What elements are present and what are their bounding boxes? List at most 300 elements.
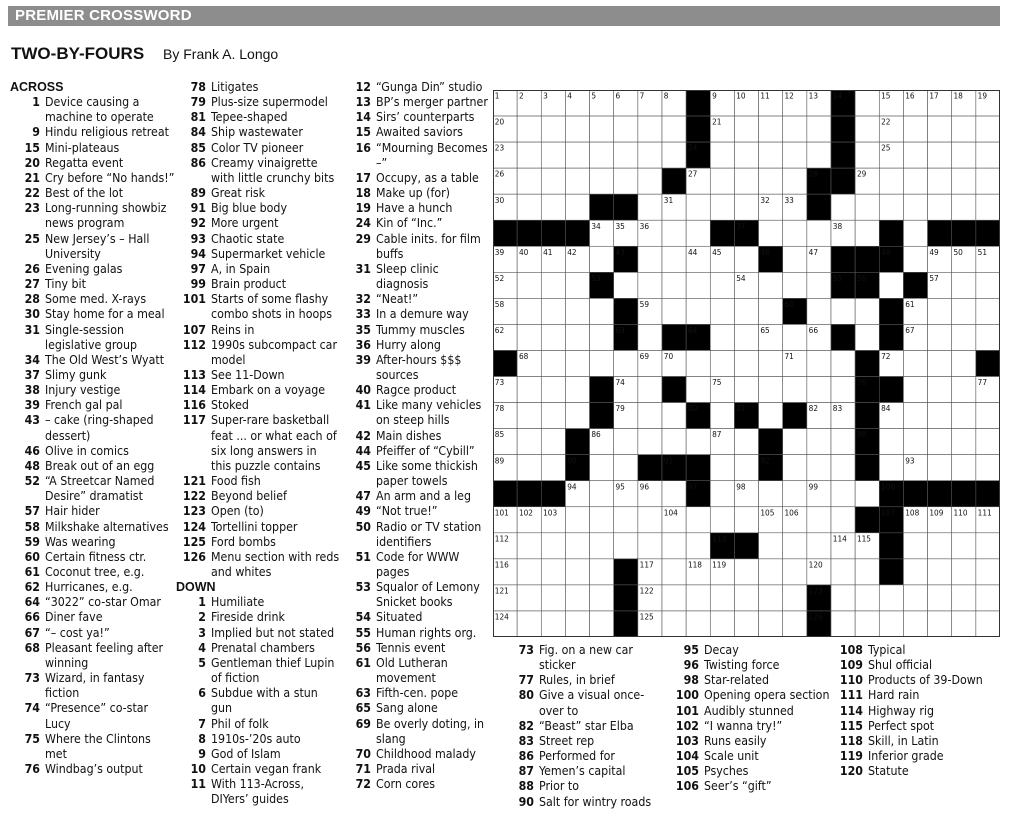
clue-text: Hurry along: [376, 337, 441, 352]
grid-cell[interactable]: [759, 116, 783, 142]
grid-cell[interactable]: [638, 533, 662, 559]
grid-cell[interactable]: [879, 455, 903, 481]
grid-cell[interactable]: [976, 559, 1000, 585]
grid-cell[interactable]: [710, 350, 734, 376]
grid-cell[interactable]: [541, 272, 565, 298]
grid-cell[interactable]: [759, 168, 783, 194]
grid-cell[interactable]: [565, 403, 589, 429]
grid-cell[interactable]: [638, 194, 662, 220]
clue-number: 64: [24, 595, 40, 610]
grid-cell[interactable]: [928, 455, 952, 481]
clue-text: Audibly stunned: [704, 703, 794, 718]
grid-cell[interactable]: [541, 116, 565, 142]
grid-cell[interactable]: [783, 377, 807, 403]
grid-cell[interactable]: [517, 611, 541, 637]
grid-cell[interactable]: [976, 194, 1000, 220]
grid-cell[interactable]: [928, 194, 952, 220]
grid-cell[interactable]: [831, 585, 855, 611]
grid-block: [879, 324, 903, 350]
grid-cell[interactable]: [734, 455, 758, 481]
grid-cell[interactable]: [783, 533, 807, 559]
grid-cell[interactable]: [590, 298, 614, 324]
grid-cell[interactable]: [565, 611, 589, 637]
grid-cell[interactable]: [686, 533, 710, 559]
grid-cell[interactable]: [903, 116, 927, 142]
grid-cell[interactable]: [759, 220, 783, 246]
grid-cell[interactable]: [855, 611, 879, 637]
grid-cell[interactable]: [734, 559, 758, 585]
grid-cell[interactable]: [783, 142, 807, 168]
grid-cell[interactable]: [855, 116, 879, 142]
grid-cell[interactable]: [590, 142, 614, 168]
grid-cell[interactable]: [976, 533, 1000, 559]
clue-text: Subdue with a stun gun: [211, 686, 318, 716]
clue-item: [176, 398, 340, 413]
grid-cell[interactable]: [879, 194, 903, 220]
grid-cell[interactable]: [831, 455, 855, 481]
grid-cell[interactable]: [734, 168, 758, 194]
grid-cell[interactable]: [855, 220, 879, 246]
grid-cell[interactable]: [710, 481, 734, 507]
grid-cell[interactable]: [976, 272, 1000, 298]
grid-cell[interactable]: [759, 533, 783, 559]
grid-cell[interactable]: [952, 559, 976, 585]
grid-cell[interactable]: [541, 377, 565, 403]
grid-cell[interactable]: [831, 350, 855, 376]
grid-cell[interactable]: [638, 116, 662, 142]
clue-item: [176, 595, 340, 610]
grid-block: [976, 481, 1000, 507]
grid-cell[interactable]: [662, 481, 686, 507]
grid-cell[interactable]: [517, 168, 541, 194]
grid-cell[interactable]: [541, 324, 565, 350]
grid-cell[interactable]: [855, 90, 879, 116]
grid-cell[interactable]: [686, 611, 710, 637]
grid-cell[interactable]: [541, 533, 565, 559]
grid-cell[interactable]: [783, 220, 807, 246]
grid-cell[interactable]: [952, 116, 976, 142]
grid-cell[interactable]: [590, 246, 614, 272]
grid-cell[interactable]: [903, 533, 927, 559]
grid-cell[interactable]: [517, 272, 541, 298]
grid-cell[interactable]: [614, 272, 638, 298]
clue-text: Slimy gunk: [45, 367, 107, 382]
grid-cell[interactable]: [614, 455, 638, 481]
grid-cell[interactable]: [541, 585, 565, 611]
grid-cell[interactable]: [903, 194, 927, 220]
grid-cell[interactable]: [710, 194, 734, 220]
grid-cell[interactable]: [807, 298, 831, 324]
grid-cell[interactable]: [759, 142, 783, 168]
grid-cell[interactable]: [783, 481, 807, 507]
grid-number: 50: [953, 246, 963, 257]
grid-cell[interactable]: [662, 298, 686, 324]
grid-cell[interactable]: [614, 507, 638, 533]
grid-cell[interactable]: [807, 455, 831, 481]
grid-cell[interactable]: [662, 611, 686, 637]
grid-cell[interactable]: [565, 507, 589, 533]
grid-cell[interactable]: [565, 272, 589, 298]
grid-cell[interactable]: [928, 298, 952, 324]
grid-cell[interactable]: [541, 142, 565, 168]
grid-block: [928, 220, 952, 246]
grid-cell[interactable]: [638, 142, 662, 168]
grid-cell[interactable]: [879, 585, 903, 611]
grid-cell[interactable]: [783, 429, 807, 455]
grid-cell[interactable]: [928, 116, 952, 142]
grid-cell[interactable]: [807, 220, 831, 246]
grid-cell[interactable]: [710, 168, 734, 194]
grid-cell[interactable]: [976, 585, 1000, 611]
grid-cell[interactable]: [759, 298, 783, 324]
grid-cell[interactable]: [928, 585, 952, 611]
grid-cell[interactable]: [541, 455, 565, 481]
grid-cell[interactable]: [517, 116, 541, 142]
grid-cell[interactable]: [759, 350, 783, 376]
grid-cell[interactable]: [807, 377, 831, 403]
grid-cell[interactable]: [976, 142, 1000, 168]
grid-cell[interactable]: [734, 611, 758, 637]
grid-cell[interactable]: [541, 298, 565, 324]
grid-cell[interactable]: [759, 481, 783, 507]
grid-cell[interactable]: [590, 324, 614, 350]
grid-cell[interactable]: [686, 350, 710, 376]
grid-cell[interactable]: [565, 533, 589, 559]
grid-cell[interactable]: [565, 194, 589, 220]
clue-item: [10, 565, 176, 580]
grid-cell[interactable]: [734, 116, 758, 142]
grid-cell[interactable]: [517, 585, 541, 611]
grid-cell[interactable]: [590, 533, 614, 559]
grid-number: 111: [977, 507, 992, 518]
clue-text: Salt for wintry roads: [539, 794, 652, 809]
clue-number: 6: [198, 686, 206, 701]
grid-block: [831, 246, 855, 272]
grid-cell[interactable]: [879, 168, 903, 194]
grid-cell[interactable]: [686, 429, 710, 455]
clue-text: Be overly doting, in slang: [376, 716, 485, 746]
grid-number: 31: [663, 194, 674, 205]
grid-cell[interactable]: [928, 403, 952, 429]
grid-cell[interactable]: [759, 585, 783, 611]
grid-cell[interactable]: [783, 116, 807, 142]
grid-cell[interactable]: [590, 611, 614, 637]
grid-cell[interactable]: [662, 272, 686, 298]
grid-cell[interactable]: [662, 116, 686, 142]
grid-cell[interactable]: [903, 168, 927, 194]
grid-cell[interactable]: [517, 403, 541, 429]
grid-cell[interactable]: [831, 481, 855, 507]
grid-cell[interactable]: [710, 403, 734, 429]
grid-cell[interactable]: [710, 611, 734, 637]
grid-cell[interactable]: [759, 611, 783, 637]
grid-number: 46: [760, 246, 770, 257]
grid-cell[interactable]: [903, 611, 927, 637]
grid-cell[interactable]: [686, 585, 710, 611]
grid-cell[interactable]: [710, 142, 734, 168]
grid-cell[interactable]: [807, 533, 831, 559]
grid-cell[interactable]: [686, 194, 710, 220]
clue-number: 75: [24, 731, 40, 746]
grid-cell[interactable]: [614, 168, 638, 194]
grid-cell[interactable]: [952, 168, 976, 194]
grid-cell[interactable]: [734, 507, 758, 533]
grid-cell[interactable]: [831, 298, 855, 324]
grid-cell[interactable]: [590, 116, 614, 142]
grid-cell[interactable]: [903, 220, 927, 246]
grid-cell[interactable]: [734, 194, 758, 220]
grid-cell[interactable]: [928, 429, 952, 455]
grid-cell[interactable]: [831, 559, 855, 585]
grid-cell[interactable]: [662, 246, 686, 272]
grid-cell[interactable]: [952, 533, 976, 559]
grid-cell[interactable]: [855, 585, 879, 611]
grid-cell[interactable]: [855, 298, 879, 324]
grid-cell[interactable]: [759, 272, 783, 298]
grid-cell[interactable]: [807, 116, 831, 142]
grid-cell[interactable]: [710, 455, 734, 481]
grid-cell[interactable]: [952, 585, 976, 611]
grid-cell[interactable]: [541, 429, 565, 455]
grid-cell[interactable]: [565, 168, 589, 194]
grid-cell[interactable]: [638, 246, 662, 272]
grid-cell[interactable]: [590, 168, 614, 194]
grid-cell[interactable]: [541, 611, 565, 637]
grid-cell[interactable]: [928, 142, 952, 168]
grid-cell[interactable]: [952, 350, 976, 376]
clue-text: Fig. on a new car sticker: [539, 643, 633, 673]
grid-cell[interactable]: [783, 559, 807, 585]
grid-cell[interactable]: [976, 116, 1000, 142]
grid-block: [590, 194, 614, 220]
grid-cell[interactable]: [855, 194, 879, 220]
grid-cell[interactable]: [928, 377, 952, 403]
grid-cell[interactable]: [686, 298, 710, 324]
grid-cell[interactable]: [638, 507, 662, 533]
grid-cell[interactable]: [662, 142, 686, 168]
grid-cell[interactable]: [903, 585, 927, 611]
grid-cell[interactable]: [565, 377, 589, 403]
grid-cell[interactable]: [517, 324, 541, 350]
grid-cell[interactable]: [976, 298, 1000, 324]
grid-cell[interactable]: [638, 429, 662, 455]
grid-cell[interactable]: [928, 168, 952, 194]
grid-cell[interactable]: [686, 220, 710, 246]
grid-cell[interactable]: [517, 298, 541, 324]
grid-cell[interactable]: [565, 350, 589, 376]
grid-cell[interactable]: [686, 377, 710, 403]
grid-cell[interactable]: [903, 559, 927, 585]
grid-cell[interactable]: [976, 403, 1000, 429]
clue-text: Street rep: [539, 733, 595, 748]
grid-cell[interactable]: [734, 324, 758, 350]
grid-cell[interactable]: [952, 455, 976, 481]
grid-cell[interactable]: [734, 429, 758, 455]
grid-cell[interactable]: [541, 194, 565, 220]
grid-cell[interactable]: [855, 559, 879, 585]
grid-cell[interactable]: [734, 298, 758, 324]
grid-cell[interactable]: [662, 403, 686, 429]
grid-cell[interactable]: [928, 533, 952, 559]
grid-cell[interactable]: [976, 611, 1000, 637]
grid-cell[interactable]: [541, 168, 565, 194]
clue-number: 8: [198, 731, 206, 746]
grid-cell[interactable]: [952, 611, 976, 637]
grid-cell[interactable]: [807, 507, 831, 533]
grid-cell[interactable]: [590, 455, 614, 481]
grid-cell[interactable]: [759, 559, 783, 585]
clue-item: [835, 764, 1000, 779]
grid-cell[interactable]: [734, 585, 758, 611]
grid-cell[interactable]: [855, 324, 879, 350]
grid-number: 67: [905, 325, 915, 336]
clue-text: Milkshake alternatives: [45, 519, 169, 534]
grid-cell[interactable]: [759, 403, 783, 429]
grid-cell[interactable]: [903, 350, 927, 376]
grid-cell[interactable]: [662, 585, 686, 611]
grid-cell[interactable]: [710, 272, 734, 298]
grid-cell[interactable]: [831, 507, 855, 533]
grid-cell[interactable]: [638, 403, 662, 429]
grid-cell[interactable]: [614, 533, 638, 559]
clue-item: [341, 292, 489, 307]
grid-cell[interactable]: [565, 585, 589, 611]
grid-cell[interactable]: [590, 507, 614, 533]
grid-cell[interactable]: [952, 298, 976, 324]
grid-cell[interactable]: [517, 194, 541, 220]
grid-cell[interactable]: [783, 585, 807, 611]
grid-cell[interactable]: [565, 298, 589, 324]
grid-cell[interactable]: [952, 377, 976, 403]
grid-cell[interactable]: [614, 116, 638, 142]
grid-cell[interactable]: [928, 611, 952, 637]
puzzle-title: TWO-BY-FOURS: [11, 44, 145, 63]
grid-cell[interactable]: [565, 142, 589, 168]
grid-cell[interactable]: [565, 116, 589, 142]
grid-cell[interactable]: [590, 481, 614, 507]
grid-cell[interactable]: [590, 559, 614, 585]
grid-cell[interactable]: [831, 429, 855, 455]
grid-cell[interactable]: [517, 377, 541, 403]
grid-cell[interactable]: [807, 142, 831, 168]
grid-cell[interactable]: [976, 168, 1000, 194]
grid-cell[interactable]: [517, 429, 541, 455]
grid-cell[interactable]: [952, 194, 976, 220]
grid-cell[interactable]: [952, 429, 976, 455]
grid-cell[interactable]: [517, 533, 541, 559]
grid-cell[interactable]: [879, 611, 903, 637]
grid-cell[interactable]: [517, 455, 541, 481]
grid-cell[interactable]: [710, 324, 734, 350]
grid-number: 18: [953, 90, 963, 101]
clue-item: [341, 141, 489, 171]
grid-cell[interactable]: [710, 507, 734, 533]
grid-cell[interactable]: [783, 324, 807, 350]
grid-cell[interactable]: [662, 429, 686, 455]
grid-cell[interactable]: [903, 246, 927, 272]
grid-cell[interactable]: [517, 559, 541, 585]
grid-cell[interactable]: [734, 142, 758, 168]
grid-cell[interactable]: [662, 220, 686, 246]
grid-cell[interactable]: [879, 272, 903, 298]
grid-cell[interactable]: [952, 403, 976, 429]
grid-cell[interactable]: [807, 429, 831, 455]
grid-cell[interactable]: [831, 194, 855, 220]
grid-cell[interactable]: [614, 429, 638, 455]
grid-cell[interactable]: [831, 611, 855, 637]
grid-cell[interactable]: [710, 298, 734, 324]
clue-number: 46: [24, 443, 40, 458]
grid-cell[interactable]: [710, 585, 734, 611]
grid-cell[interactable]: [686, 272, 710, 298]
grid-cell[interactable]: [783, 246, 807, 272]
grid-cell[interactable]: [734, 377, 758, 403]
grid-cell[interactable]: [590, 585, 614, 611]
grid-cell[interactable]: [614, 142, 638, 168]
grid-cell[interactable]: [662, 559, 686, 585]
grid-cell[interactable]: [903, 142, 927, 168]
grid-cell[interactable]: [638, 377, 662, 403]
grid-cell[interactable]: [952, 142, 976, 168]
grid-cell[interactable]: [517, 142, 541, 168]
grid-cell[interactable]: [614, 350, 638, 376]
grid-cell[interactable]: [590, 350, 614, 376]
grid-cell[interactable]: [541, 559, 565, 585]
grid-cell[interactable]: [638, 168, 662, 194]
grid-cell[interactable]: [928, 324, 952, 350]
grid-cell[interactable]: [903, 403, 927, 429]
grid-cell[interactable]: [952, 272, 976, 298]
grid-cell[interactable]: [976, 455, 1000, 481]
grid-cell[interactable]: [879, 429, 903, 455]
clue-number: 1: [32, 95, 40, 110]
grid-cell[interactable]: [638, 324, 662, 350]
grid-cell[interactable]: [831, 377, 855, 403]
grid-number: 52: [494, 272, 505, 283]
clue-item: [671, 688, 831, 703]
grid-cell[interactable]: [783, 168, 807, 194]
grid-cell[interactable]: [976, 324, 1000, 350]
grid-cell[interactable]: [734, 246, 758, 272]
grid-cell[interactable]: [807, 272, 831, 298]
grid-cell[interactable]: [686, 507, 710, 533]
grid-cell[interactable]: [734, 350, 758, 376]
grid-cell[interactable]: [928, 350, 952, 376]
clue-item: [176, 292, 340, 322]
grid-cell[interactable]: [855, 481, 879, 507]
grid-cell[interactable]: [662, 533, 686, 559]
grid-cell[interactable]: [759, 377, 783, 403]
grid-cell[interactable]: [541, 403, 565, 429]
grid-cell[interactable]: [807, 350, 831, 376]
grid-cell[interactable]: [855, 142, 879, 168]
grid-cell[interactable]: [903, 377, 927, 403]
grid-cell[interactable]: [783, 611, 807, 637]
grid-cell[interactable]: [976, 429, 1000, 455]
grid-cell[interactable]: [952, 324, 976, 350]
grid-cell[interactable]: [638, 272, 662, 298]
crossword-grid[interactable]: [493, 90, 1000, 637]
grid-cell[interactable]: [903, 429, 927, 455]
grid-cell[interactable]: [783, 272, 807, 298]
grid-cell[interactable]: [541, 350, 565, 376]
grid-cell[interactable]: [783, 455, 807, 481]
grid-cell[interactable]: [565, 559, 589, 585]
clue-item: [506, 779, 664, 794]
grid-cell[interactable]: [928, 559, 952, 585]
clue-number: 58: [24, 519, 40, 534]
grid-cell[interactable]: [565, 324, 589, 350]
